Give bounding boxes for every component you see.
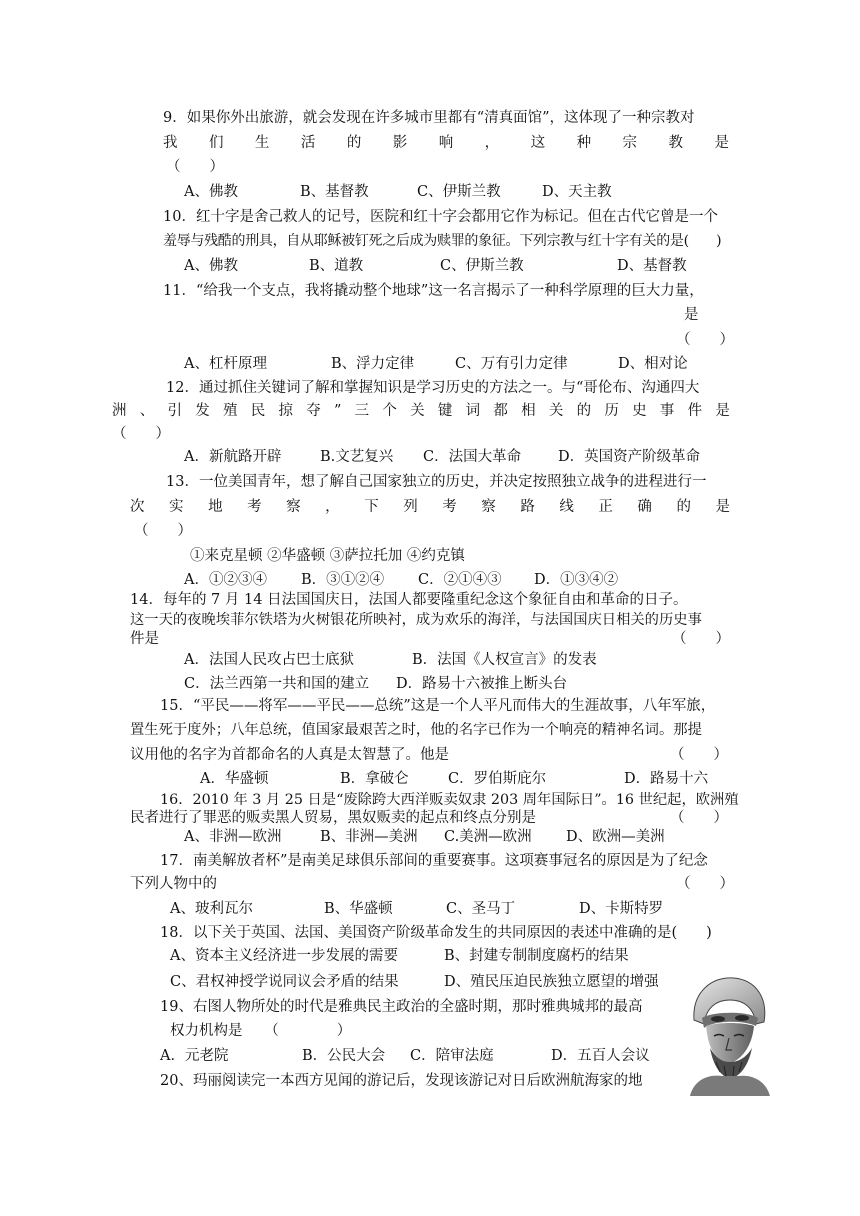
q13-option-a[interactable]: A．①②③④: [184, 572, 267, 588]
q19-option-a[interactable]: A．元老院: [160, 1048, 229, 1064]
q15-option-c[interactable]: C．罗伯斯庇尔: [448, 771, 547, 787]
stem-char: 列: [403, 499, 418, 515]
q11-option-c[interactable]: C、万有引力定律: [455, 356, 568, 372]
stem-char: 关: [548, 403, 564, 419]
q19-stem-line1: 19、右图人物所处的时代是雅典民主政治的全盛时期，那时雅典城邦的最高: [160, 999, 643, 1015]
q16-option-b[interactable]: B、非洲—美洲: [320, 829, 418, 845]
stem-char: 事: [659, 403, 675, 419]
stem-char: 是: [715, 403, 730, 419]
stem-char: 实: [169, 499, 184, 515]
q15-stem-line2: 置生死于度外；八年总统，值国家最艰苦之时，他的名字已作为一个响亮的精神名词。那提: [130, 722, 702, 738]
stem-char: 宗: [622, 135, 638, 151]
stem-char: 的: [676, 499, 691, 515]
stem-char: 的: [576, 403, 592, 419]
stem-char: ”: [334, 403, 342, 419]
q18-option-d[interactable]: D、殖民压迫民族独立愿望的增强: [444, 974, 659, 990]
q18-option-b[interactable]: B、封建专制制度腐朽的结果: [444, 948, 629, 964]
stem-char: 发: [195, 403, 210, 419]
q11-option-b[interactable]: B、浮力定律: [331, 356, 415, 372]
stem-char: 史: [632, 403, 647, 419]
q12-option-b[interactable]: B.文艺复兴: [320, 449, 394, 465]
q10-option-a[interactable]: A、佛教: [184, 258, 238, 274]
stem-char: 察: [286, 499, 301, 515]
stem-char: 我: [163, 135, 178, 151]
stem-char: 察: [481, 499, 496, 515]
stem-char: 地: [208, 499, 223, 515]
q13-option-b[interactable]: B．③①②④: [301, 572, 385, 588]
q14-option-a[interactable]: A．法国人民攻占巴士底狱: [184, 652, 354, 668]
stem-char: 考: [442, 499, 457, 515]
stem-char: 教: [668, 135, 683, 151]
q13-option-d[interactable]: D．①③④②: [534, 572, 619, 588]
q18-option-a[interactable]: A、资本主义经济进一步发展的需要: [170, 948, 398, 964]
stem-char: 这: [530, 135, 546, 151]
q9-option-b[interactable]: B、基督教: [300, 184, 369, 200]
q19-option-b[interactable]: B．公民大会: [302, 1048, 386, 1064]
q16-stem-line1: 16．2010 年 3 月 25 日是“废除跨大西洋贩卖奴隶 203 周年国际日”。16 世纪起，欧洲殖: [160, 792, 739, 808]
stem-char: 关: [410, 403, 425, 419]
stem-char: 历: [604, 403, 619, 419]
q17-option-c[interactable]: C、圣马丁: [446, 901, 516, 917]
stem-char: 三: [354, 403, 370, 419]
q9-option-d[interactable]: D、天主教: [542, 184, 612, 200]
q12-option-c[interactable]: C．法国大革命: [423, 449, 522, 465]
q14-option-d[interactable]: D．路易十六被推上断头台: [396, 676, 568, 692]
stem-char: 是: [714, 135, 729, 151]
q14-stem-line2: 这一天的夜晚埃菲尔铁塔为火树银花所映衬，成为欢乐的海洋，与法国国庆日相关的历史事: [130, 612, 702, 628]
q11-stem-line1: 11．“给我一个支点，我将撬动整个地球”这一名言揭示了一种科学原理的巨大力量，: [163, 283, 704, 299]
q15-stem-line1: 15．“平民——将军——平民——总统”这是一个人平凡而伟大的生涯故事，八年军旅，: [160, 698, 716, 714]
q17-option-b[interactable]: B、华盛顿: [324, 901, 393, 917]
q13-option-c[interactable]: C．②①④③: [418, 572, 502, 588]
stem-char: 掠: [278, 403, 293, 419]
q10-option-d[interactable]: D、基督教: [617, 258, 687, 274]
q10-option-b[interactable]: B、道教: [309, 258, 364, 274]
q15-stem-line3: 议用他的名字为首都命名的人真是太智慧了。他是: [130, 747, 449, 763]
stem-char: 确: [637, 499, 652, 515]
q15-option-d[interactable]: D．路易十六: [624, 771, 709, 787]
q11-option-d[interactable]: D、相对论: [618, 356, 688, 372]
q9-answer-paren: （ ）: [166, 159, 224, 175]
q18-option-c[interactable]: C、君权神授学说同议会矛盾的结果: [170, 974, 399, 990]
stem-char: 线: [559, 499, 574, 515]
stem-char: 正: [598, 499, 613, 515]
q19-option-c[interactable]: C．陪审法庭: [410, 1048, 494, 1064]
q20-stem-line1: 20、玛丽阅读完一本西方见闻的游记后，发现该游记对日后欧洲航海家的地: [160, 1073, 643, 1089]
stem-char: 的: [346, 135, 362, 151]
stem-char: 次: [130, 499, 145, 515]
q11-option-a[interactable]: A、杠杆原理: [184, 356, 267, 372]
q10-stem-line1: 10．红十字是舍己救人的记号，医院和红十字会都用它作为标记。但在古代它曾是一个: [163, 209, 718, 225]
q16-stem-line2: 民者进行了罪恶的贩卖黑人贸易，黑奴贩卖的起点和终点分别是: [130, 810, 536, 826]
stem-char: ，: [325, 499, 340, 515]
q16-option-c[interactable]: C.美洲—欧洲: [444, 829, 532, 845]
stem-char: ，: [484, 135, 500, 151]
q13-answer-paren: （ ）: [134, 523, 192, 539]
q14-stem-line1: 14．每年的 7 月 14 日法国国庆日，法国人都要隆重纪念这个象征自由和革命的日子。: [130, 592, 688, 608]
q16-option-d[interactable]: D、欧洲—美洲: [566, 829, 665, 845]
q14-option-c[interactable]: C．法兰西第一共和国的建立: [184, 676, 370, 692]
stem-char: 种: [576, 135, 592, 151]
stem-char: 们: [208, 135, 224, 151]
q11-answer-paren: （ ）: [676, 332, 734, 348]
stem-char: 键: [437, 403, 453, 419]
q12-stem-line1: 12．通过抓住关键词了解和掌握知识是学习历史的方法之一。与“哥伦布、沟通四大: [166, 380, 700, 396]
stem-char: 夺: [306, 403, 321, 419]
stem-char: 是: [715, 499, 730, 515]
q11-stem-line2: 是: [684, 307, 699, 323]
q15-option-b[interactable]: B．拿破仑: [340, 771, 409, 787]
q17-stem-line1: 17．南美解放者杯”是南美足球俱乐部间的重要赛事。这项赛事冠名的原因是为了纪念: [160, 853, 708, 869]
stem-char: 都: [493, 403, 508, 419]
stem-char: 、: [139, 403, 155, 419]
q15-answer-paren: （ ）: [670, 747, 728, 763]
q16-option-a[interactable]: A、非洲—欧洲: [184, 829, 282, 845]
q12-option-a[interactable]: A．新航路开辟: [184, 449, 282, 465]
q15-option-a[interactable]: A．华盛顿: [200, 771, 269, 787]
q12-stem-line2: [112, 401, 730, 421]
q17-option-d[interactable]: D、卡斯特罗: [579, 901, 664, 917]
stem-char: 生: [254, 135, 270, 151]
q16-answer-paren: （ ）: [670, 810, 728, 826]
q18-stem-line1: 18．以下关于英国、法国、美国资产阶级革命发生的共同原因的表述中准确的是( ): [160, 925, 712, 941]
q12-answer-paren: （ ）: [112, 426, 170, 442]
stem-char: 殖: [223, 403, 238, 419]
stem-char: 路: [520, 499, 535, 515]
q9-stem-line2: [163, 133, 729, 153]
q9-option-a[interactable]: A、佛教: [184, 184, 238, 200]
q14-option-b[interactable]: B．法国《人权宣言》的发表: [412, 652, 597, 668]
q19-option-d[interactable]: D．五百人会议: [551, 1048, 650, 1064]
q14-answer-paren: （ ）: [672, 631, 730, 647]
q17-answer-paren: （ ）: [676, 876, 734, 892]
stem-char: 响: [438, 135, 454, 151]
stem-char: 引: [167, 403, 182, 419]
q17-stem-line2: 下列人物中的: [130, 876, 217, 892]
q14-stem-line3: 件是: [130, 631, 159, 647]
stem-char: 相: [521, 403, 536, 419]
q19-stem-line2: 权力机构是 （ ）: [170, 1023, 352, 1039]
q9-option-c[interactable]: C、伊斯兰教: [417, 184, 501, 200]
stem-char: 考: [247, 499, 262, 515]
stem-char: 影: [392, 135, 408, 151]
stem-char: 件: [687, 403, 703, 419]
stem-char: 词: [465, 403, 481, 419]
stem-char: 活: [300, 135, 316, 151]
greek-helmeted-bust-icon: [676, 972, 780, 1096]
stem-char: 下: [364, 499, 379, 515]
stem-char: 洲: [112, 403, 127, 419]
q12-option-d[interactable]: D．英国资产阶级革命: [558, 449, 701, 465]
q10-stem-line2: 羞辱与残酷的刑具，自从耶稣被钉死之后成为赎罪的象征。下列宗教与红十字有关的是( ): [163, 233, 722, 249]
q13-stem-line1: 13．一位美国青年，想了解自己国家独立的历史，并决定按照独立战争的进程进行一: [166, 474, 707, 490]
q13-stem-line2: [130, 497, 730, 517]
stem-char: 个: [382, 403, 397, 419]
q17-option-a[interactable]: A、玻利瓦尔: [170, 901, 253, 917]
stem-char: 民: [250, 403, 266, 419]
q9-stem-line1: 9．如果你外出旅游，就会发现在许多城市里都有“清真面馆”，这体现了一种宗教对: [163, 110, 695, 126]
q10-option-c[interactable]: C、伊斯兰教: [440, 258, 524, 274]
q13-places-list: ①来克星顿 ②华盛顿 ③萨拉托加 ④约克镇: [190, 548, 465, 564]
